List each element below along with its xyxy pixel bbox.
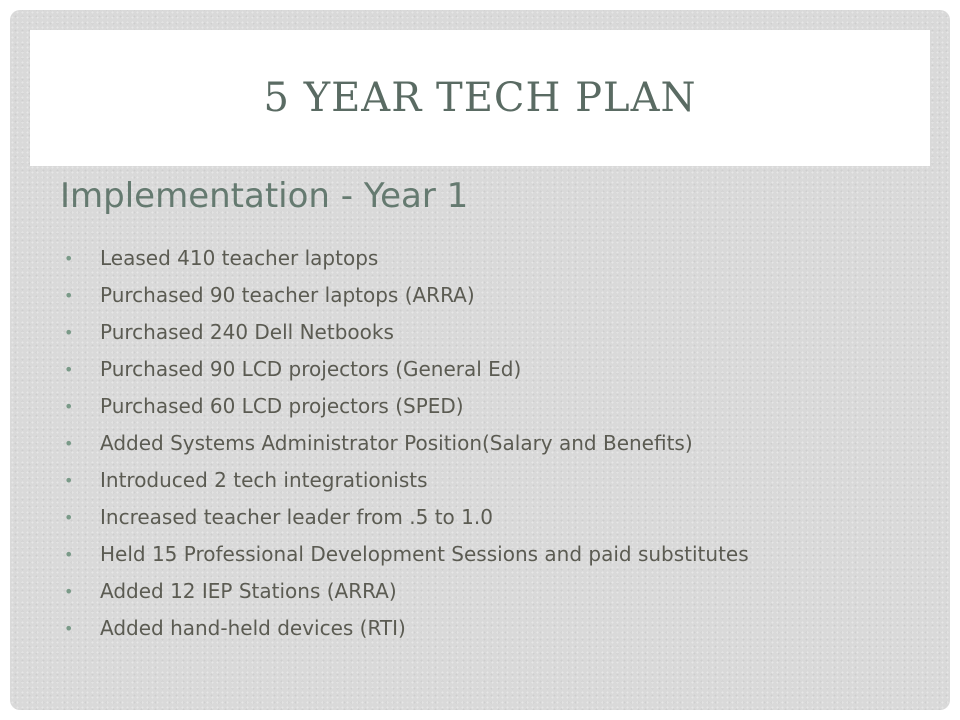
bullet-icon: • [64, 434, 74, 453]
bullet-icon: • [64, 508, 74, 527]
bullet-item [64, 357, 844, 382]
bullet-item [64, 542, 844, 567]
bullet-icon: • [64, 545, 74, 564]
bullet-list [64, 246, 844, 653]
bullet-item [64, 246, 844, 271]
slide-subtitle: Implementation - Year 1 [60, 176, 469, 216]
bullet-text: Introduced 2 tech integrationists [100, 468, 428, 492]
bullet-text: Added Systems Administrator Position(Salary and Benefits) [100, 431, 693, 455]
bullet-text: Added 12 IEP Stations (ARRA) [100, 579, 397, 603]
title-band [30, 30, 930, 166]
bullet-icon: • [64, 323, 74, 342]
bullet-item [64, 394, 844, 419]
bullet-text: Held 15 Professional Development Sessions and paid substitutes [100, 542, 749, 566]
slide [10, 10, 950, 710]
slide-title: 5 YEAR TECH PLAN [263, 75, 697, 121]
bullet-text: Added hand-held devices (RTI) [100, 616, 406, 640]
bullet-text: Purchased 60 LCD projectors (SPED) [100, 394, 464, 418]
bullet-icon: • [64, 619, 74, 638]
bullet-item [64, 283, 844, 308]
bullet-icon: • [64, 360, 74, 379]
bullet-item [64, 320, 844, 345]
bullet-text: Purchased 240 Dell Netbooks [100, 320, 394, 344]
bullet-item [64, 579, 844, 604]
bullet-icon: • [64, 286, 74, 305]
bullet-text: Purchased 90 LCD projectors (General Ed) [100, 357, 522, 381]
bullet-item [64, 616, 844, 641]
bullet-icon: • [64, 582, 74, 601]
bullet-icon: • [64, 397, 74, 416]
bullet-item [64, 505, 844, 530]
bullet-icon: • [64, 249, 74, 268]
bullet-text: Increased teacher leader from .5 to 1.0 [100, 505, 493, 529]
bullet-item [64, 468, 844, 493]
bullet-text: Leased 410 teacher laptops [100, 246, 379, 270]
bullet-icon: • [64, 471, 74, 490]
bullet-item [64, 431, 844, 456]
bullet-text: Purchased 90 teacher laptops (ARRA) [100, 283, 475, 307]
